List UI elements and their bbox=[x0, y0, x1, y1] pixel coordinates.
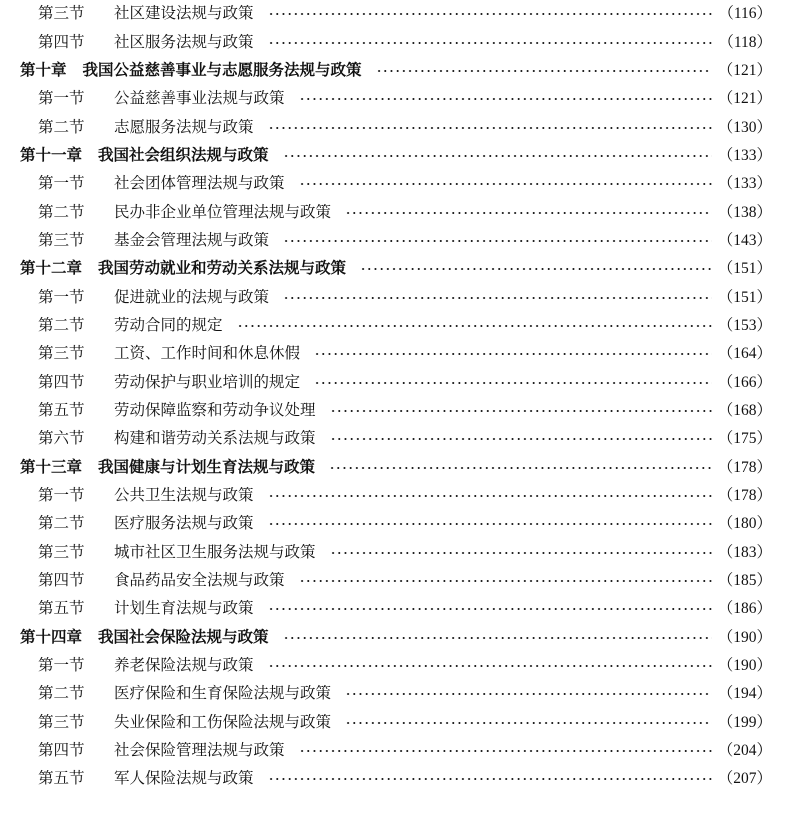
dot-leader bbox=[283, 155, 712, 157]
section-number: 第四节 bbox=[38, 32, 85, 51]
chapter-number: 第十三章 bbox=[20, 456, 83, 476]
toc-section-entry bbox=[20, 281, 772, 309]
dot-leader bbox=[268, 523, 712, 525]
toc-section-entry bbox=[20, 168, 772, 196]
section-title: 公共卫生法规与政策 bbox=[114, 486, 254, 505]
entry-label bbox=[20, 171, 285, 193]
entry-label bbox=[20, 710, 331, 732]
page-number: （168） bbox=[717, 401, 772, 419]
dot-leader bbox=[237, 325, 712, 327]
dot-leader bbox=[330, 410, 712, 412]
page-number: （143） bbox=[717, 231, 772, 249]
toc-section-entry bbox=[20, 395, 772, 423]
page-number: （178） bbox=[717, 458, 772, 476]
section-title: 养老保险法规与政策 bbox=[114, 656, 254, 675]
toc-chapter-entry bbox=[20, 55, 772, 83]
dot-leader bbox=[268, 127, 712, 129]
dot-leader bbox=[268, 495, 712, 497]
entry-label bbox=[20, 200, 331, 222]
page-number: （190） bbox=[717, 628, 772, 646]
section-number: 第二节 bbox=[38, 315, 85, 334]
section-title: 社会团体管理法规与政策 bbox=[114, 174, 285, 193]
section-number: 第五节 bbox=[38, 599, 85, 618]
chapter-number: 第十二章 bbox=[20, 258, 83, 278]
entry-label bbox=[20, 653, 254, 675]
toc-section-entry bbox=[20, 423, 772, 451]
entry-label bbox=[20, 398, 316, 420]
toc-section-entry bbox=[20, 707, 772, 735]
entry-label bbox=[20, 511, 254, 533]
toc-section-entry bbox=[20, 310, 772, 338]
toc-chapter-entry bbox=[20, 622, 772, 650]
dot-leader bbox=[268, 778, 712, 780]
chapter-title: 我国健康与计划生育法规与政策 bbox=[98, 456, 316, 476]
chapter-title: 我国社会保险法规与政策 bbox=[98, 626, 269, 646]
toc-section-entry bbox=[20, 196, 772, 224]
section-number: 第四节 bbox=[38, 372, 85, 391]
entry-label bbox=[20, 370, 300, 392]
entry-label bbox=[20, 256, 346, 278]
toc-section-entry bbox=[20, 735, 772, 763]
page-number: （180） bbox=[717, 515, 772, 533]
toc-section-entry bbox=[20, 480, 772, 508]
entry-label bbox=[20, 625, 269, 647]
entry-label bbox=[20, 58, 362, 80]
section-title: 劳动合同的规定 bbox=[114, 315, 223, 334]
section-number: 第一节 bbox=[38, 486, 85, 505]
page-number: （151） bbox=[717, 288, 772, 306]
section-title: 工资、工作时间和休息休假 bbox=[114, 344, 301, 363]
section-title: 医疗服务法规与政策 bbox=[114, 514, 254, 533]
entry-label bbox=[20, 681, 331, 703]
entry-label bbox=[20, 766, 254, 788]
section-title: 基金会管理法规与政策 bbox=[114, 230, 270, 249]
entry-label bbox=[20, 341, 300, 363]
section-number: 第三节 bbox=[38, 4, 85, 23]
dot-leader bbox=[330, 552, 712, 554]
page-number: （118） bbox=[718, 33, 772, 51]
dot-leader bbox=[345, 693, 712, 695]
section-title: 促进就业的法规与政策 bbox=[114, 287, 270, 306]
toc-section-entry bbox=[20, 650, 772, 678]
dot-leader bbox=[299, 98, 712, 100]
chapter-number: 第十章 bbox=[20, 59, 67, 79]
page-number: （175） bbox=[717, 430, 772, 448]
section-title: 食品药品安全法规与政策 bbox=[114, 571, 285, 590]
section-number: 第一节 bbox=[38, 287, 85, 306]
entry-label bbox=[20, 86, 285, 108]
section-number: 第二节 bbox=[38, 117, 85, 136]
toc-section-entry bbox=[20, 565, 772, 593]
page-number: （121） bbox=[717, 61, 772, 79]
dot-leader bbox=[283, 637, 712, 639]
section-title: 民办非企业单位管理法规与政策 bbox=[114, 202, 332, 221]
section-title: 城市社区卫生服务法规与政策 bbox=[114, 542, 316, 561]
entry-label bbox=[20, 228, 269, 250]
entry-label bbox=[20, 313, 223, 335]
section-title: 志愿服务法规与政策 bbox=[114, 117, 254, 136]
page-number: （151） bbox=[717, 260, 772, 278]
chapter-title: 我国社会组织法规与政策 bbox=[98, 144, 269, 164]
page-number: （133） bbox=[717, 175, 772, 193]
section-number: 第六节 bbox=[38, 429, 85, 448]
entry-label bbox=[20, 30, 254, 52]
page-number: （207） bbox=[717, 770, 772, 788]
section-number: 第二节 bbox=[38, 202, 85, 221]
section-title: 劳动保护与职业培训的规定 bbox=[114, 372, 301, 391]
dot-leader bbox=[268, 13, 713, 15]
section-number: 第三节 bbox=[38, 230, 85, 249]
dot-leader bbox=[330, 438, 712, 440]
toc-section-entry bbox=[20, 111, 772, 139]
toc-section-entry bbox=[20, 508, 772, 536]
table-of-contents bbox=[20, 0, 772, 792]
page-number: （178） bbox=[717, 487, 772, 505]
section-title: 社区建设法规与政策 bbox=[114, 4, 254, 23]
dot-leader bbox=[376, 70, 712, 72]
dot-leader bbox=[283, 297, 712, 299]
dot-leader bbox=[299, 183, 712, 185]
page-number: （138） bbox=[717, 203, 772, 221]
toc-section-entry bbox=[20, 593, 772, 621]
dot-leader bbox=[314, 353, 712, 355]
section-title: 医疗保险和生育保险法规与政策 bbox=[114, 684, 332, 703]
section-number: 第四节 bbox=[38, 741, 85, 760]
section-number: 第四节 bbox=[38, 571, 85, 590]
toc-section-entry bbox=[20, 678, 772, 706]
entry-label bbox=[20, 143, 269, 165]
section-number: 第三节 bbox=[38, 542, 85, 561]
entry-label bbox=[20, 738, 285, 760]
toc-section-entry bbox=[20, 225, 772, 253]
dot-leader bbox=[329, 467, 712, 469]
entry-label bbox=[20, 568, 285, 590]
dot-leader bbox=[345, 212, 712, 214]
page-number: （204） bbox=[717, 742, 772, 760]
entry-label bbox=[20, 540, 316, 562]
section-number: 第二节 bbox=[38, 514, 85, 533]
chapter-number: 第十四章 bbox=[20, 626, 83, 646]
page-number: （116） bbox=[718, 5, 772, 23]
section-number: 第五节 bbox=[38, 769, 85, 788]
dot-leader bbox=[268, 665, 712, 667]
section-number: 第一节 bbox=[38, 174, 85, 193]
section-title: 失业保险和工伤保险法规与政策 bbox=[114, 712, 332, 731]
dot-leader bbox=[314, 382, 712, 384]
toc-section-entry bbox=[20, 0, 772, 26]
toc-section-entry bbox=[20, 763, 772, 791]
entry-label bbox=[20, 1, 254, 23]
section-title: 社区服务法规与政策 bbox=[114, 32, 254, 51]
page-number: （194） bbox=[717, 685, 772, 703]
section-number: 第二节 bbox=[38, 684, 85, 703]
section-number: 第一节 bbox=[38, 656, 85, 675]
page-number: （153） bbox=[717, 316, 772, 334]
page-number: （185） bbox=[717, 572, 772, 590]
dot-leader bbox=[268, 42, 713, 44]
dot-leader bbox=[345, 722, 712, 724]
toc-section-entry bbox=[20, 537, 772, 565]
entry-label bbox=[20, 455, 315, 477]
toc-section-entry bbox=[20, 366, 772, 394]
page-number: （199） bbox=[717, 713, 772, 731]
toc-chapter-entry bbox=[20, 253, 772, 281]
dot-leader bbox=[283, 240, 712, 242]
page-number: （166） bbox=[717, 373, 772, 391]
dot-leader bbox=[299, 750, 712, 752]
section-title: 构建和谐劳动关系法规与政策 bbox=[114, 429, 316, 448]
chapter-title: 我国公益慈善事业与志愿服务法规与政策 bbox=[82, 59, 362, 79]
section-title: 劳动保障监察和劳动争议处理 bbox=[114, 400, 316, 419]
page-number: （133） bbox=[717, 146, 772, 164]
section-number: 第五节 bbox=[38, 400, 85, 419]
entry-label bbox=[20, 483, 254, 505]
section-number: 第三节 bbox=[38, 344, 85, 363]
toc-section-entry bbox=[20, 26, 772, 54]
chapter-title: 我国劳动就业和劳动关系法规与政策 bbox=[98, 258, 347, 278]
page-number: （183） bbox=[717, 543, 772, 561]
chapter-number: 第十一章 bbox=[20, 144, 83, 164]
section-title: 计划生育法规与政策 bbox=[114, 599, 254, 618]
page-number: （186） bbox=[717, 600, 772, 618]
dot-leader bbox=[268, 608, 712, 610]
section-title: 军人保险法规与政策 bbox=[114, 769, 254, 788]
page-number: （130） bbox=[717, 118, 772, 136]
page-number: （121） bbox=[717, 90, 772, 108]
page-number: （164） bbox=[717, 345, 772, 363]
section-number: 第一节 bbox=[38, 89, 85, 108]
dot-leader bbox=[299, 580, 712, 582]
section-title: 社会保险管理法规与政策 bbox=[114, 741, 285, 760]
page-number: （190） bbox=[717, 657, 772, 675]
entry-label bbox=[20, 426, 316, 448]
section-number: 第三节 bbox=[38, 712, 85, 731]
toc-chapter-entry bbox=[20, 452, 772, 480]
entry-label bbox=[20, 285, 269, 307]
dot-leader bbox=[360, 268, 712, 270]
toc-section-entry bbox=[20, 338, 772, 366]
entry-label bbox=[20, 596, 254, 618]
section-title: 公益慈善事业法规与政策 bbox=[114, 89, 285, 108]
entry-label bbox=[20, 115, 254, 137]
toc-section-entry bbox=[20, 83, 772, 111]
toc-chapter-entry bbox=[20, 140, 772, 168]
